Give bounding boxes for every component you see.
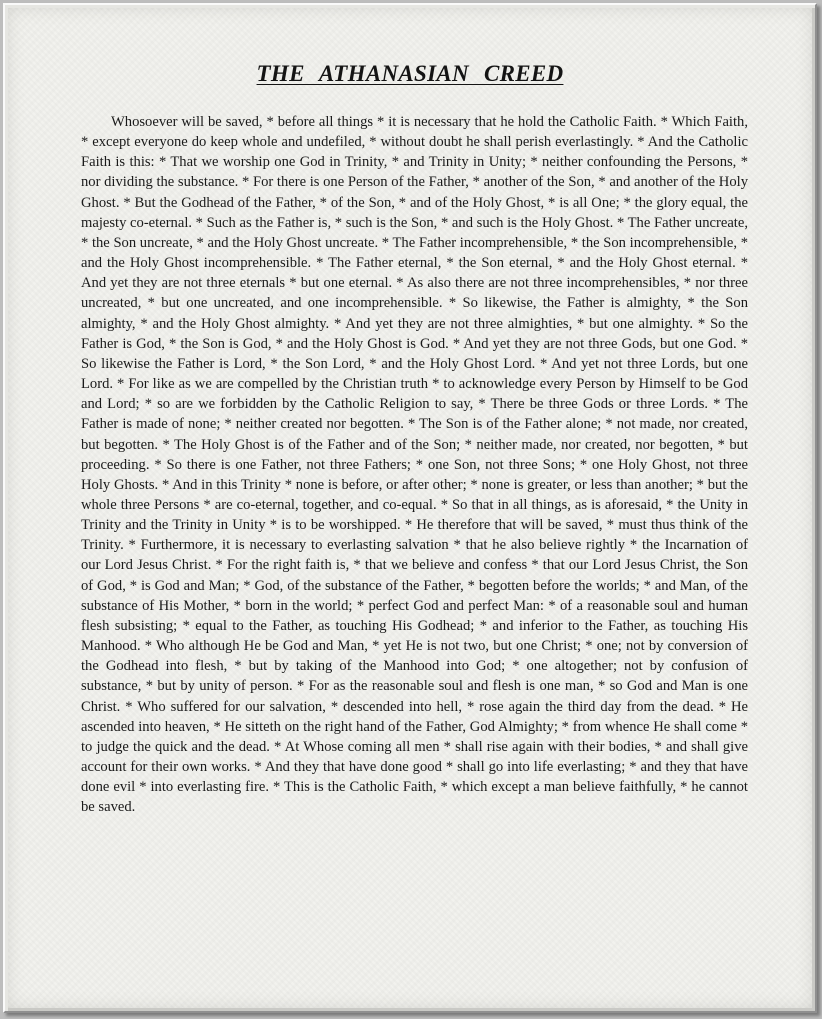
page-title: THE ATHANASIAN CREED — [256, 61, 564, 86]
creed-text: Whosoever will be saved, * before all things * it is necessary that he hold the Catholic Faith. * Which Faith, * except everyone do keep whole and undefiled, * without doubt he shall perish everlastingly. * And the Catholic Faith is this: * That we worship one God in Trinity, * and Trinity in Unity; * neither confounding the Persons, * nor dividing the substance. * For there is one Person of the Father, * another of the Son, * and another of the Holy Ghost. * But the Godhead of the Father, * of the Son, * and of the Holy Ghost, * is all One; * the glory equal, the majesty co-eternal. * Such as the Father is, * such is the Son, * and such is the Holy Ghost. * The Father uncreate, * the Son uncreate, * and the Holy Ghost uncreate. * The Father incomprehensible, * the Son incomprehensible, * and the Holy Ghost incomprehensible. * The Father eternal, * the Son eternal, * and the Holy Ghost eternal. * And yet they are not three eternals * but one eternal. * As also there are not three incomprehensibles, * nor three uncreated, * but one uncreated, and one incomprehensible. * So likewise, the Father is almighty, * the Son almighty, * and the Holy Ghost almighty. * And yet they are not three almighties, * but one almighty. * So the Father is God, * the Son is God, * and the Holy Ghost is God. * And yet they are not three Gods, but one God. * So likewise the Father is Lord, * the Son Lord, * and the Holy Ghost Lord. * And yet not three Lords, but one Lord. * For like as we are compelled by the Christian truth * to acknowledge every Person by Himself to be God and Lord; * so are we forbidden by the Catholic Religion to say, * There be three Gods or three Lords. * The Father is made of none; * neither created nor begotten. * The Son is of the Father alone; * not made, nor created, but begotten. * The Holy Ghost is of the Father and of the Son; * neither made, nor created, nor begotten, * but proceeding. * So there is one Father, not three Fathers; * one Son, not three Sons; * one Holy Ghost, not three Holy Ghosts. * And in this Trinity * none is before, or after other; * none is greater, or less than another; * but the whole three Persons * are co-eternal, together, and co-equal. * So that in all things, as is aforesaid, * the Unity in Trinity and the Trinity in Unity * is to be worshipped. * He therefore that will be saved, * must thus think of the Trinity. * Furthermore, it is necessary to everlasting salvation * that he also believe rightly * the Incarnation of our Lord Jesus Christ. * For the right faith is, * that we believe and confess * that our Lord Jesus Christ, the Son of God, * is God and Man; * God, of the substance of the Father, * begotten before the worlds; * and Man, of the substance of His Mother, * born in the world; * perfect God and perfect Man: * of a reasonable soul and human flesh subsisting; * equal to the Father, as touching His Godhead; * and inferior to the Father, as touching His Manhood. * Who although He be God and Man, * yet He is not two, but one Christ; * one; not by conversion of the Godhead into flesh, * but by taking of the Manhood into God; * one altogether; not by confusion of substance, * but by unity of person. * For as the reasonable soul and flesh is one man, * so God and Man is one Christ. * Who suffered for our salvation, * descended into hell, * rose again the third day from the dead. * He ascended into heaven, * He sitteth on the right hand of the Father, God Almighty; * from whence He shall come * to judge the quick and the dead. * At Whose coming all men * shall rise again with their bodies, * and shall give account for their own works. * And they that have done good * shall go into life everlasting; * and they that have done evil * into everlasting fire. * This is the Catholic Faith, * which except a man believe faithfully, * he cannot be saved. — [81, 114, 748, 816]
parchment-frame — [3, 3, 817, 1013]
